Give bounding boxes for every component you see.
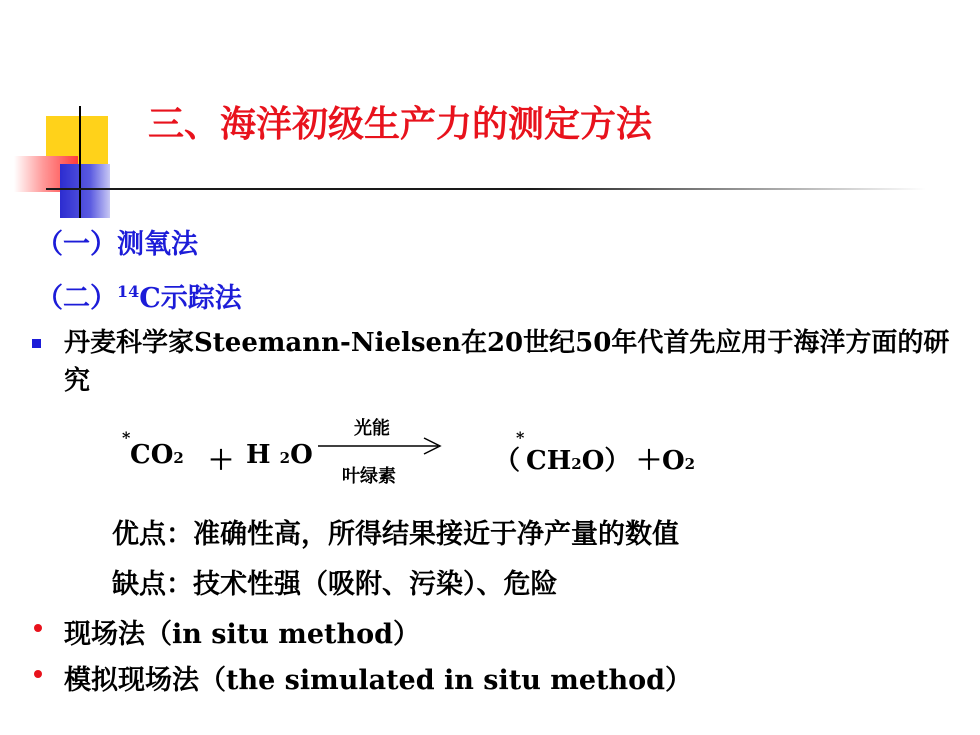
bullet-dot-1 — [34, 624, 42, 632]
arrow-label-light: 光能 — [354, 418, 390, 439]
section-c14-prefix: （二） — [36, 283, 117, 314]
bullet-dot-2 — [34, 670, 42, 678]
method-simulated-in-situ: 模拟现场法（the simulated in situ method） — [64, 665, 693, 696]
co-sub: 2 — [173, 449, 184, 467]
equation-plus: ＋ — [208, 446, 235, 476]
logo-blue-square — [60, 164, 110, 218]
equation-reactant-h2o — [246, 440, 313, 470]
method-in-situ: 现场法（in situ method） — [64, 619, 420, 650]
h-sub: 2 — [279, 449, 291, 467]
o2-text: O） — [581, 446, 631, 476]
reaction-arrow — [316, 436, 444, 456]
section-c14-method — [36, 276, 242, 315]
equation-reactant-co2 — [130, 440, 184, 470]
section-c14-rest: C示踪法 — [139, 283, 242, 314]
bullet-square — [32, 339, 41, 348]
equation-product-o2 — [636, 440, 695, 477]
history-paragraph: 丹麦科学家Steemann-Nielsen在20世纪50年代首先应用于海洋方面的研究 — [64, 328, 950, 396]
o-text: O — [290, 440, 313, 470]
o-sub: 2 — [684, 455, 696, 473]
section-oxygen-method: （一）测氧法 — [36, 229, 198, 260]
section-c14-sup: 14 — [117, 282, 140, 301]
advantages-text: 优点：准确性高，所得结果接近于净产量的数值 — [112, 519, 679, 550]
arrow-label-chlorophyll: 叶绿素 — [342, 466, 396, 487]
plus-o-text: ＋O — [636, 446, 685, 476]
ch-text: CH — [526, 446, 572, 476]
equation-product-ch2o — [526, 440, 630, 477]
slide-title: 三、海洋初级生产力的测定方法 — [148, 103, 653, 145]
disadvantages-text: 缺点：技术性强（吸附、污染）、危险 — [112, 569, 558, 600]
logo-vertical-line — [79, 106, 81, 218]
co-text: CO — [130, 440, 174, 470]
equation-star-1: * — [122, 428, 131, 447]
h-text: H — [246, 440, 271, 470]
ch-sub: 2 — [571, 455, 582, 473]
equation-lparen: （ — [494, 446, 521, 476]
equation-star-2: * — [516, 428, 525, 447]
title-underline — [46, 188, 926, 190]
